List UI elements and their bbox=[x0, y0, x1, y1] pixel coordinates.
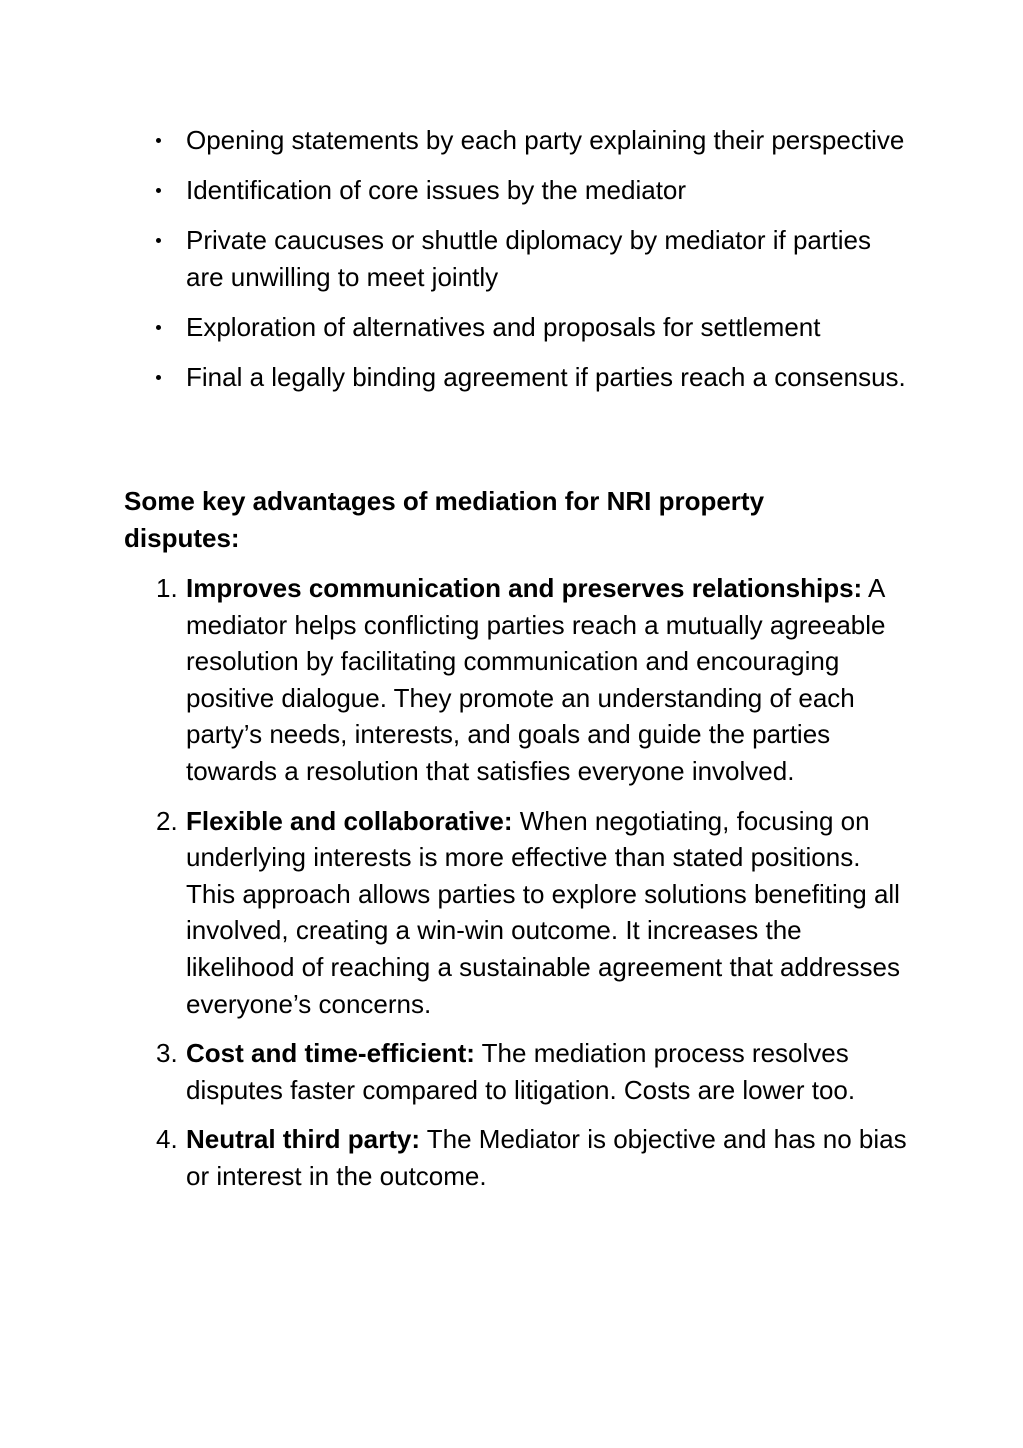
advantage-text: The mediation process resolves disputes faster compared to litigation. Costs are lower too. bbox=[186, 1038, 856, 1105]
list-item bbox=[124, 309, 914, 346]
list-item bbox=[124, 122, 914, 159]
list-item bbox=[124, 1035, 914, 1108]
bullet-icon bbox=[156, 238, 161, 243]
list-item bbox=[124, 1121, 914, 1194]
list-number: 1. bbox=[156, 573, 178, 603]
list-item-text: Final a legally binding agreement if parties reach a consensus. bbox=[186, 362, 906, 392]
bullet-icon bbox=[156, 375, 161, 380]
list-item-text: Identification of core issues by the mediator bbox=[186, 175, 687, 205]
list-item-text: Private caucuses or shuttle diplomacy by mediator if parties are unwilling to meet jointly bbox=[186, 225, 871, 292]
advantages-list bbox=[124, 570, 914, 1208]
list-item bbox=[124, 803, 914, 1023]
section-heading: Some key advantages of mediation for NRI property disputes: bbox=[124, 486, 765, 553]
list-item-text: Exploration of alternatives and proposals for settlement bbox=[186, 312, 821, 342]
list-item-text: Opening statements by each party explaining their perspective bbox=[186, 125, 905, 155]
list-item bbox=[124, 222, 914, 296]
advantage-term: Flexible and collaborative: bbox=[186, 805, 513, 836]
list-number: 3. bbox=[156, 1038, 178, 1069]
advantage-text: The Mediator is objective and has no bias or interest in the outcome. bbox=[186, 1124, 907, 1191]
bullet-icon bbox=[156, 325, 161, 330]
bullet-icon bbox=[156, 188, 161, 193]
advantage-term: Improves communication and preserves relationships: bbox=[186, 573, 863, 603]
process-steps-list bbox=[124, 122, 914, 409]
advantage-text: A mediator helps conflicting parties reach a mutually agreeable resolution by facilitating communication and encouraging positive dialogue. They promote an understanding of each party’s needs, interests, and goals and guide the parties towards a resolution that satisfies everyone involved. bbox=[186, 573, 886, 786]
advantage-term: Cost and time-efficient: bbox=[186, 1038, 475, 1069]
advantage-text: When negotiating, focusing on underlying interests is more effective than stated positions. This approach allows parties to explore solutions benefiting all involved, creating a win-win outcome. It increases the likelihood of reaching a sustainable agreement that addresses everyone’s concerns. bbox=[186, 805, 901, 1019]
list-item bbox=[124, 359, 914, 396]
list-number: 4. bbox=[156, 1124, 178, 1155]
bullet-icon bbox=[156, 138, 161, 143]
advantage-term: Neutral third party: bbox=[186, 1124, 421, 1155]
list-item bbox=[124, 570, 914, 790]
list-item bbox=[124, 172, 914, 209]
list-number: 2. bbox=[156, 805, 178, 836]
